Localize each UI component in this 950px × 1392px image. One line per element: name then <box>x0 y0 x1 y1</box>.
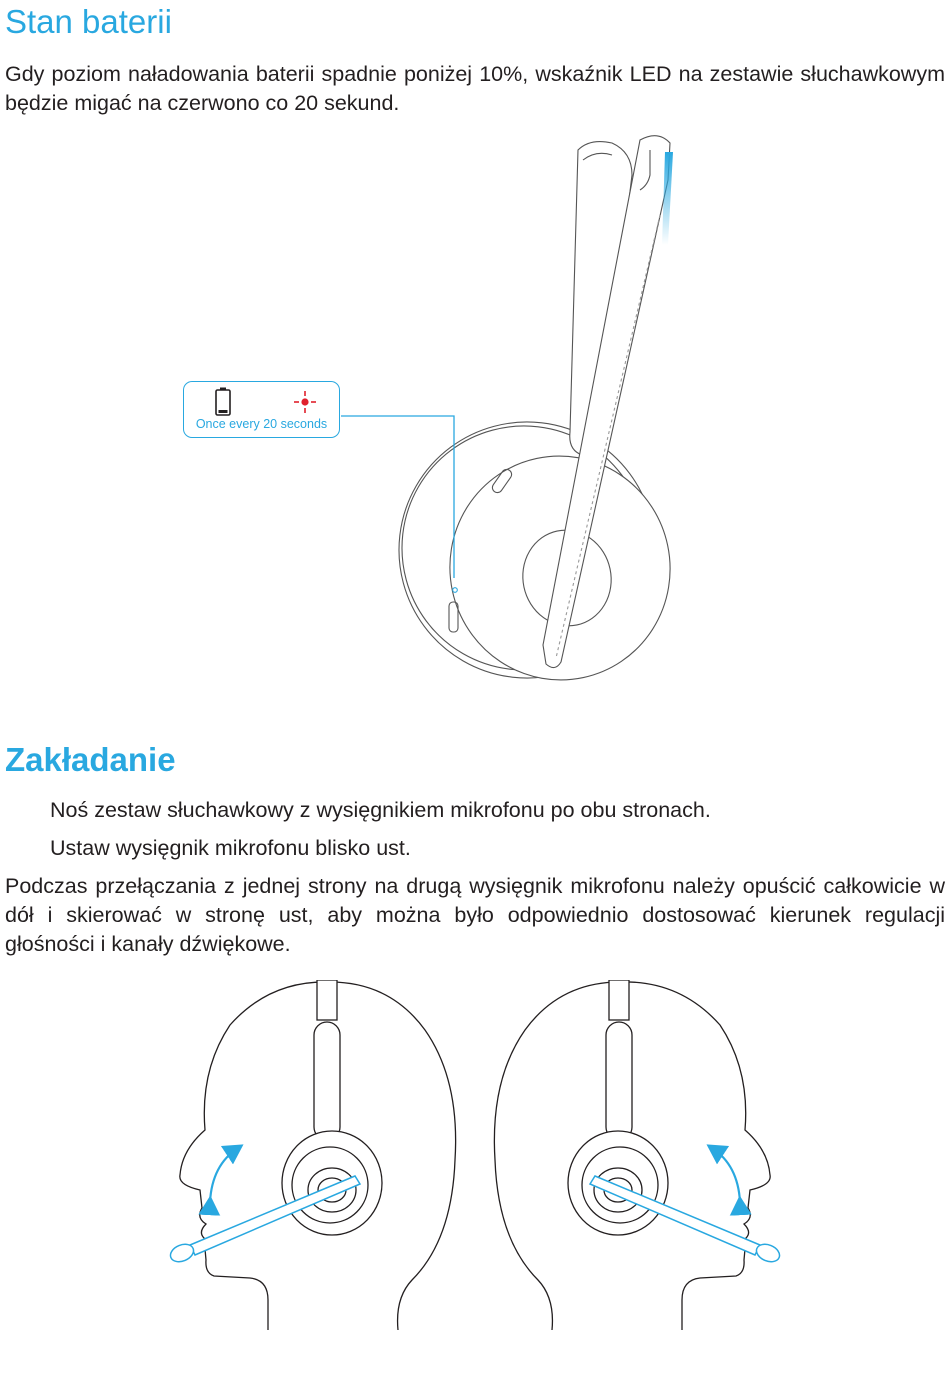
battery-description: Gdy poziom naładowania baterii spadnie poniżej 10%, wskaźnik LED na zestawie słuchawkowym będzie migać na czerwono co 20 sekund. <box>5 62 945 115</box>
callout-text: Once every 20 seconds <box>195 417 328 431</box>
red-led-blink-icon <box>293 390 317 414</box>
led-callout <box>183 381 340 438</box>
low-battery-icon <box>215 387 231 417</box>
wearing-step-1: Noś zestaw słuchawkowy z wysięgnikiem mikrofonu po obu stronach. <box>50 798 711 822</box>
wearing-note: Podczas przełączania z jednej strony na drugą wysięgnik mikrofonu należy opuścić całkowicie w dół i skierować w stronę ust, aby można było odpowiednio dostosować kierunek regulacji głośności i kanały dźwiękowe. <box>5 874 945 956</box>
adjust-arrow-right <box>712 1148 740 1202</box>
wearing-step-2: Ustaw wysięgnik mikrofonu blisko ust. <box>50 836 411 860</box>
head-right <box>494 980 770 1330</box>
wearing-illustration <box>0 980 950 1372</box>
section-title-wearing: Zakładanie <box>5 741 176 778</box>
adjust-arrow-left <box>210 1148 238 1202</box>
section-title-battery: Stan baterii <box>5 3 172 40</box>
head-left <box>180 980 456 1330</box>
